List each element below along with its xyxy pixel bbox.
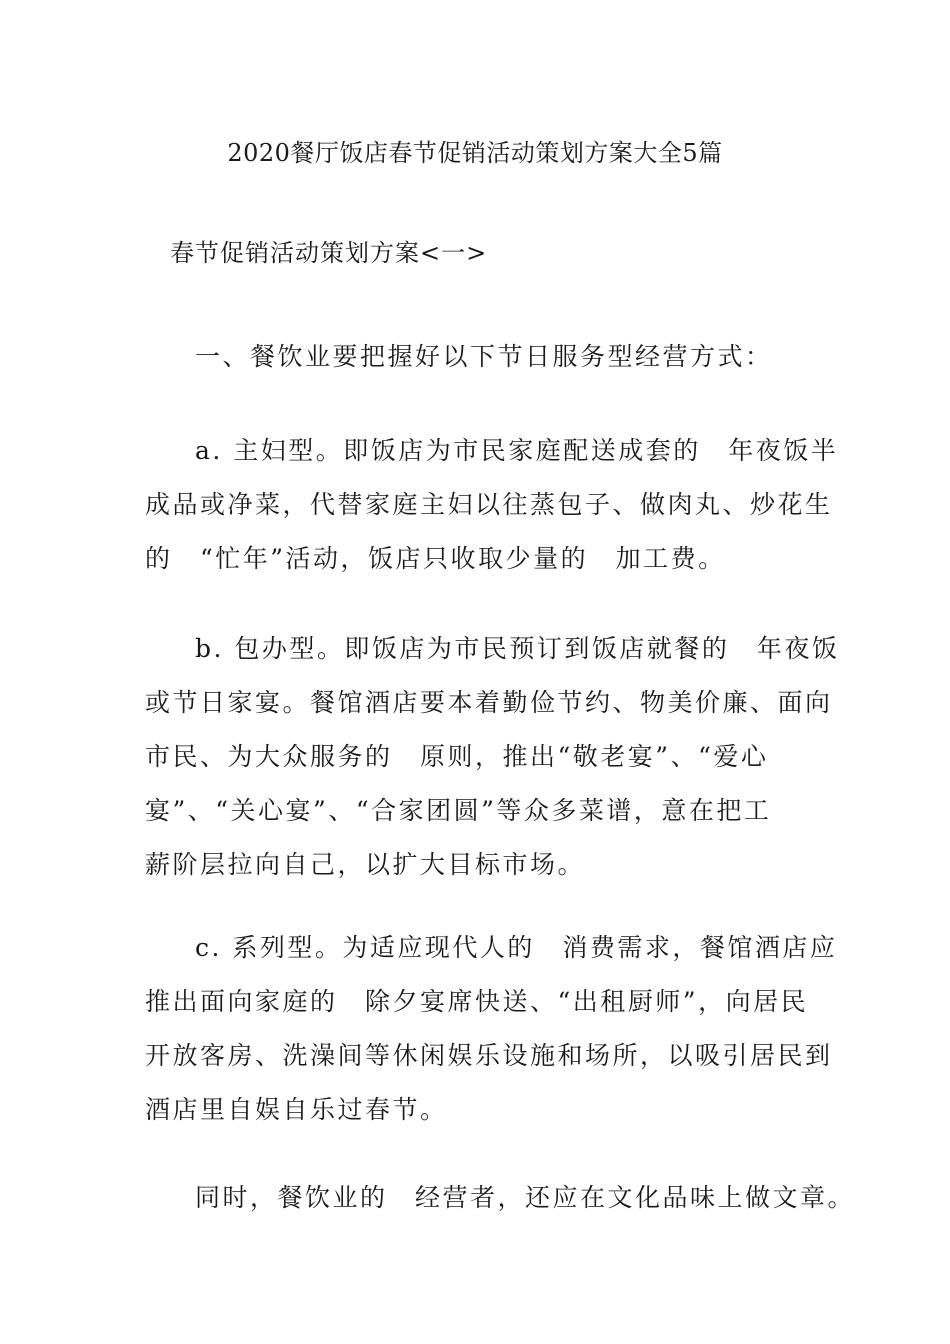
paragraph-line: a. 主妇型。即饭店为市民家庭配送成套的 年夜饭半 bbox=[195, 436, 839, 465]
paragraph-line: 成品或净菜，代替家庭主妇以往蒸包子、做肉丸、炒花生 bbox=[145, 490, 833, 519]
paragraph-package-type bbox=[145, 622, 840, 892]
paragraph-series-type bbox=[145, 921, 838, 1137]
paragraph-line: 开放客房、洗澡间等休闲娱乐设施和场所，以吸引居民到 bbox=[145, 1041, 833, 1070]
section-heading: 春节促销活动策划方案<一> bbox=[170, 239, 488, 267]
document-title: 2020餐厅饭店春节促销活动策划方案大全5篇 bbox=[227, 139, 723, 167]
paragraph-line: 宴”、“关心宴”、“合家团圆”等众多菜谱，意在把工 bbox=[145, 796, 772, 825]
paragraph-housewife-type bbox=[145, 424, 839, 586]
paragraph-line: 推出面向家庭的 除夕宴席快送、“出租厨师”，向居民 bbox=[145, 987, 809, 1016]
paragraph-line: 或节日家宴。餐馆酒店要本着勤俭节约、物美价廉、面向 bbox=[145, 688, 833, 717]
paragraph-culture-note bbox=[145, 1171, 856, 1225]
paragraph-line: b. 包办型。即饭店为市民预订到饭店就餐的 年夜饭 bbox=[195, 634, 840, 663]
paragraph-line: 同时，餐饮业的 经营者，还应在文化品味上做文章。 bbox=[195, 1183, 856, 1212]
paragraph-line: c. 系列型。为适应现代人的 消费需求，餐馆酒店应 bbox=[195, 933, 838, 962]
paragraph-line: 酒店里自娱自乐过春节。 bbox=[145, 1095, 448, 1124]
paragraph-line: 薪阶层拉向自己，以扩大目标市场。 bbox=[145, 850, 586, 879]
paragraph-line: 的 “忙年”活动，饭店只收取少量的 加工费。 bbox=[145, 544, 726, 573]
paragraph-line: 市民、为大众服务的 原则，推出“敬老宴”、“爱心 bbox=[145, 742, 769, 771]
paragraph-business-modes bbox=[145, 330, 815, 384]
paragraph-line: 一、餐饮业要把握好以下节日服务型经营方式： bbox=[195, 342, 773, 371]
